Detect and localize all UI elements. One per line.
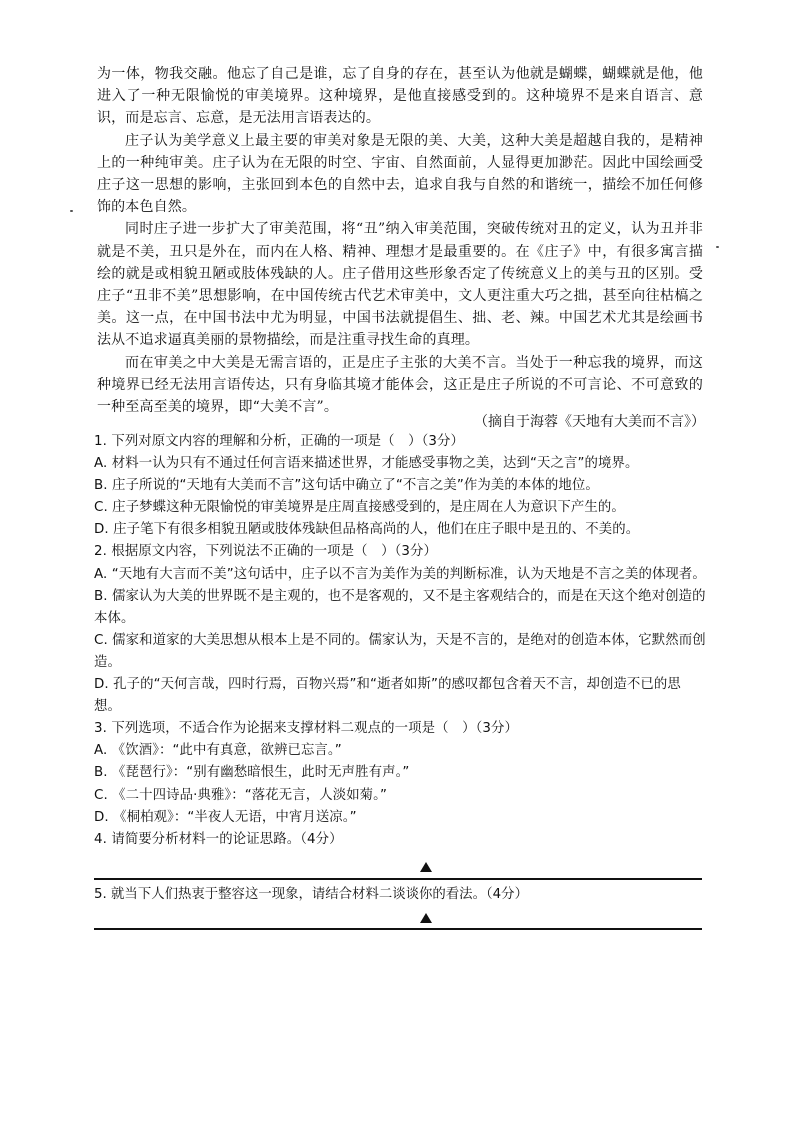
- passage-paragraph-4: 而在审美之中大美是无需言语的，正是庄子主张的大美不言。当处于一种忘我的境界，而这种境界已经无法用言语传达，只有身临其境才能体会，这正是庄子所说的不可言论、不可意致的一种至高至美的境界，即“大美不言”。: [97, 354, 703, 416]
- question-4-stem: 4. 请简要分析材料一的论证思路。（4分）: [94, 831, 343, 847]
- question-1-option-a: A. 材料一认为只有不通过任何言语来描述世界，才能感受事物之美，达到“天之言”的境界。: [94, 456, 639, 472]
- passage-paragraph-2: 庄子认为美学意义上最主要的审美对象是无限的美、大美，这种大美是超越自我的，是精神上的一种纯审美。庄子认为在无限的时空、宇宙、自然面前，人显得更加渺茫。因此中国绘画受庄子这一思想的影响，主张回到本色的自然中去，追求自我与自然的和谐统一，描绘不加任何修饰的本色自然。: [97, 132, 703, 216]
- scan-speck: [70, 210, 73, 212]
- answer-line: [94, 878, 702, 880]
- passage-paragraph-1: 为一体，物我交融。他忘了自己是谁，忘了自身的存在，甚至认为他就是蝴蝶，蝴蝶就是他，他进入了一种无限愉悦的审美境界。这种境界，是他直接感受到的。这种境界不是来自语言、意识，而是忘言、忘意，是无法用言语表达的。: [97, 66, 703, 127]
- question-2-stem: 2. 根据原文内容，下列说法不正确的一项是（ ）（3分）: [94, 544, 438, 560]
- answer-marker-triangle-icon: [420, 913, 432, 923]
- question-3-option-d: D. 《桐柏观》：“半夜人无语，中宵月送凉。”: [94, 809, 357, 825]
- passage-source: （摘自于海蓉《天地有大美而不言》）: [474, 414, 705, 430]
- question-2-option-d: D. 孔子的“天何言哉，四时行焉，百物兴焉”和“逝者如斯”的感叹都包含着天不言，却创造不已的思想。: [94, 677, 681, 715]
- scan-speck: [716, 246, 719, 248]
- question-1-option-c: C. 庄子梦蝶这种无限愉悦的审美境界是庄周直接感受到的，是庄周在人为意识下产生的。: [94, 500, 625, 516]
- question-2-option-a: A. “天地有大言而不美”这句话中，庄子以不言为美作为美的判断标准，认为天地是不言之美的体现者。: [94, 566, 706, 582]
- question-1-option-d: D. 庄子笔下有很多相貌丑陋或肢体残缺但品格高尚的人，他们在庄子眼中是丑的、不美的。: [94, 522, 640, 538]
- answer-marker-triangle-icon: [420, 862, 432, 872]
- question-5-stem: 5. 就当下人们热衷于整容这一现象，请结合材料二谈谈你的看法。（4分）: [94, 887, 528, 902]
- question-list: [94, 431, 706, 851]
- reading-passage: [97, 63, 703, 418]
- question-2-option-b: B. 儒家认为大美的世界既不是主观的，也不是客观的，又不是主客观结合的，而是在天这个绝对创造的本体。: [94, 588, 706, 626]
- question-3-option-c: C. 《二十四诗品·典雅》：“落花无言，人淡如菊。”: [94, 787, 388, 803]
- answer-line: [94, 928, 702, 930]
- question-2-option-c: C. 儒家和道家的大美思想从根本上是不同的。儒家认为，天是不言的，是绝对的创造本体，它默然而创造。: [94, 632, 706, 670]
- question-3-stem: 3. 下列选项，不适合作为论据来支撑材料二观点的一项是（ ）（3分）: [94, 721, 518, 737]
- passage-paragraph-3: 同时庄子进一步扩大了审美范围，将“丑”纳入审美范围，突破传统对丑的定义，认为丑并非就是不美，丑只是外在，而内在人格、精神、理想才是最重要的。在《庄子》中，有很多寓言描绘的就是或相貌丑陋或肢体残缺的人。庄子借用这些形象否定了传统意义上的美与丑的区别。受庄子“丑非不美”思想影响，在中国传统古代艺术审美中，文人更注重大巧之拙，甚至向往枯槁之美。这一点，在中国书法中尤为明显，中国书法就提倡生、拙、老、辣。中国艺术尤其是绘画书法从不追求逼真美丽的景物描绘，而是注重寻找生命的真理。: [97, 221, 703, 349]
- question-3-option-b: B. 《琵琶行》：“别有幽愁暗恨生，此时无声胜有声。”: [94, 765, 410, 781]
- question-1-stem: 1. 下列对原文内容的理解和分析，正确的一项是（ ）（3分）: [94, 434, 465, 449]
- question-1-option-b: B. 庄子所说的“天地有大美而不言”这句话中确立了“不言之美”作为美的本体的地位。: [94, 478, 599, 494]
- question-3-option-a: A. 《饮酒》：“此中有真意，欲辨已忘言。”: [94, 743, 342, 759]
